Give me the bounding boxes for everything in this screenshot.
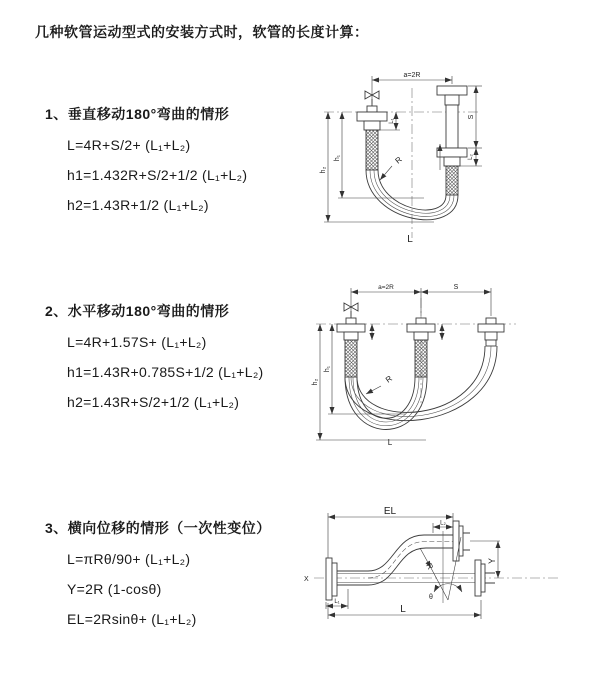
dim-label-l2: L₂ bbox=[440, 520, 446, 527]
section-1-heading: 1、垂直移动180°弯曲的情形 bbox=[45, 106, 230, 122]
formula-line: h1=1.432R+S/2+1/2 (L₁+L₂) bbox=[67, 167, 248, 183]
dim-label-length: L bbox=[387, 438, 393, 447]
hose-u-bend bbox=[366, 170, 458, 220]
right-fitting bbox=[437, 86, 467, 195]
dim-label-h1: h₁ bbox=[334, 154, 341, 162]
dim-label-theta: θ bbox=[429, 594, 433, 601]
middle-fitting bbox=[407, 318, 435, 377]
section-horizontal-180 bbox=[45, 301, 315, 417]
diagram-horizontal-180-bend bbox=[306, 282, 534, 454]
formula-line: L=4R+1.57S+ (L₁+L₂) bbox=[67, 334, 207, 350]
section-1-formulas bbox=[45, 130, 315, 220]
lower-flange bbox=[475, 557, 497, 596]
diagram-vertical-180-bend bbox=[312, 70, 527, 255]
dim-label-s: S bbox=[453, 284, 459, 291]
dim-label-s: S bbox=[468, 114, 475, 120]
section-2-formulas bbox=[45, 327, 315, 417]
formula-line: L=πRθ/90+ (L₁+L₂) bbox=[67, 551, 191, 567]
formula-line: Y=2R (1-cosθ) bbox=[67, 581, 162, 597]
dim-label-a2r: a=2R bbox=[378, 284, 394, 291]
dim-label-r: R bbox=[424, 561, 435, 572]
dim-label-a2r: a=2R bbox=[403, 72, 421, 79]
dim-label-h2: h₂ bbox=[312, 378, 319, 386]
formula-line: h2=1.43R+1/2 (L₁+L₂) bbox=[67, 197, 209, 213]
diagram-lateral-displacement bbox=[298, 503, 595, 645]
dim-label-h1: h₁ bbox=[324, 365, 331, 373]
dim-label-x: X bbox=[304, 576, 309, 583]
dim-label-r: R bbox=[383, 373, 394, 385]
dim-label-l2: L₂ bbox=[468, 154, 474, 160]
formula-line: h2=1.43R+S/2+1/2 (L₁+L₂) bbox=[67, 394, 240, 410]
dim-label-length: L bbox=[407, 234, 413, 245]
left-flange bbox=[326, 558, 368, 600]
formula-line: L=4R+S/2+ (L₁+L₂) bbox=[67, 137, 191, 153]
dim-label-h2: h₂ bbox=[320, 166, 327, 174]
section-2-heading: 2、水平移动180°弯曲的情形 bbox=[45, 303, 230, 319]
formula-line: h1=1.43R+0.785S+1/2 (L₁+L₂) bbox=[67, 364, 264, 380]
hose-s-curve bbox=[368, 535, 453, 585]
left-fitting bbox=[337, 318, 365, 377]
hose-position-1 bbox=[345, 377, 427, 430]
dim-label-el: EL bbox=[383, 506, 397, 517]
page-title: 几种软管运动型式的安装方式时，软管的长度计算： bbox=[35, 24, 369, 40]
section-lateral-displacement bbox=[45, 518, 315, 634]
dim-label-l1: L₁ bbox=[389, 118, 395, 124]
section-vertical-180 bbox=[45, 104, 315, 220]
upper-flange bbox=[453, 521, 470, 561]
formula-line: EL=2Rsinθ+ (L₁+L₂) bbox=[67, 611, 197, 627]
right-fitting bbox=[478, 318, 504, 346]
dim-label-r: R bbox=[393, 154, 404, 166]
section-3-heading: 3、横向位移的情形（一次性变位） bbox=[45, 520, 271, 536]
section-3-formulas bbox=[45, 544, 315, 634]
left-fitting bbox=[357, 106, 387, 170]
dim-label-l1: L₁ bbox=[334, 599, 340, 605]
dim-label-y: Y bbox=[487, 557, 497, 565]
dim-label-length: L bbox=[400, 604, 406, 615]
